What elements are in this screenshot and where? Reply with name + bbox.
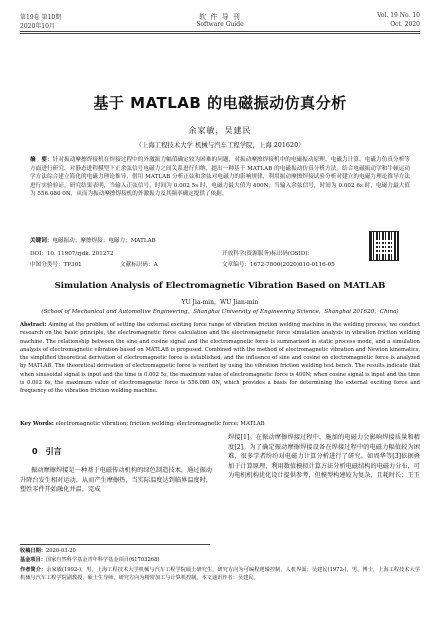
authors-en: YU Jia-min，WU Jian-min <box>181 299 259 306</box>
footnote-received <box>20 548 420 556</box>
header-rule-2 <box>20 33 420 34</box>
abstract-cn <box>30 156 410 199</box>
footnote-fund <box>20 557 420 565</box>
fund-text: 国家自然科学基金青年科学基金项目(61703268) <box>45 557 160 563</box>
article-number: 文章编号：1672-7800(2020)010-0116-05 <box>222 262 335 268</box>
intro-left-column: 振动摩擦焊接是一种基于电磁传动机构的绿色制造技术，通过振动升降台发生相对运动，从而产生摩擦热，当实际温度达到临界温度时，塑性零件开始融化并温，完成 <box>20 467 212 494</box>
affiliation-en: (School of Mechanical and Automotive Engineering，Shanghai University of Engineering Science，Shanghai 201620，China) <box>41 309 399 315</box>
volume-issue-en: Vol. 19 No. 10 <box>377 12 420 19</box>
osid-qr-code <box>369 231 399 261</box>
journal-name-en: Software Guide <box>196 21 244 28</box>
fund-label: 基金项目： <box>20 557 46 563</box>
affiliation-cn: （上海工程技术大学 机械与汽车工程学院，上海 201620） <box>135 141 305 149</box>
intro-right-column: 焊接[1]。在振动摩擦焊接过程中，施加的电磁力会影响焊接质量和精度[2]。为了确定振动摩擦焊接设备在焊接过程中的电磁力幅值较为困难，很多学者纷纷对电磁力计算分析进行了研究。如周华等[3]依据叠加于计算原理，利用数值模拟计算方法分析电磁结构的电磁力分布，可为电机机构优化设计提供参考，但模型构建较为复杂，且耗时长；王玉 <box>228 434 420 480</box>
received-date: 2020-03-20 <box>45 548 76 554</box>
abstract-cn-label: 摘 要： <box>30 157 53 163</box>
clc-number: 中图分类号：TP301 <box>30 262 82 268</box>
footnote-rule <box>20 544 210 545</box>
keywords-en-text: electromagnetic vibration; friction welding; electromagnetic force; MATLAB <box>55 421 265 427</box>
abstract-cn-text: 针对振动摩擦焊接机在焊接过程中的外激振力幅值确定较为困难的问题，对振动摩擦焊接机中的电磁振动原理、电磁力计算、电磁力仿真分析等方面进行研究，对静态进程模型下正余弦信号电磁力之间关系进行归纳，提出一种基于 MATLAB 的电磁振动仿真分析方法。结合电磁振动学和牛顿运动学方法综合建立简化的电磁力理论推导，借用 MATLAB 分析正弦和余弦对电磁力的影响规律，利用振动摩擦焊接试验分析对建立的电磁力理论推导方法进行实验验证。研究结果表明，当输入正弦信号，时间为 0.002 5s 时，电磁力最大值为 400N；当输入余弦信号，时间为 0.002 6s 时，电磁力最大值为 556.080 0N，从而为振动摩擦焊接机的外激振力及其频率确定提供了依据。 <box>30 157 410 198</box>
keywords-en <box>20 420 420 429</box>
authors-cn: 余家敏，吴建民 <box>188 126 252 135</box>
publication-date-en: Oct. 2020 <box>390 21 420 28</box>
abstract-en <box>20 321 420 396</box>
doi: DOI：10. 11907/rjdk. 201272 <box>30 251 114 257</box>
abstract-en-label: Abstract: <box>20 322 47 328</box>
document-code: 文献标识码：A <box>120 262 158 268</box>
keywords-cn <box>30 237 360 246</box>
volume-issue: 第19卷 第10期 <box>20 14 62 21</box>
keywords-cn-label: 关键词： <box>30 238 53 244</box>
publication-date: 2020年10月 <box>20 23 55 30</box>
section-heading: 0 引言 <box>32 447 62 456</box>
keywords-cn-text: 电磁振动；摩擦焊接；电磁力；MATLAB <box>52 238 156 244</box>
paper-title-cn: 基于 MATLAB 的电磁振动仿真分析 <box>93 94 347 112</box>
journal-name-cn: 软 件 导 刊 <box>199 13 241 21</box>
osid-label: 开放科学(资源服务)标识码(OSID)： <box>222 251 313 257</box>
abstract-en-text: Aiming at the problem of setting the external exciting force range of vibration friction welding machine in the welding process, we conduct research on the basic principle, the electromagnetic force calculation and the electromagnetic force simulation analysis in vibration friction welding machine. The relationship between the sine and cosine signal and the electromagnetic force is summarized in static process mode, and a simulation analysis of electromagnetic vibration based on MATLAB is proposed. Combined with the method of electromagnetic vibration and Newton kinematics, the simplified theoretical derivation of electromagnetic force is established, and the influence of sine and cosine on electromagnetic force is analyzed by MATLAB. The theoretical derivation of electromagnetic force is verified by using the vibration friction welding test bench. The results indicate that when sinusoidal signal is input and the time is 0.002 5s, the maximum value of electromagnetic force is 400N; when cosine signal is input and the time is 0.002 6s, the maximum value of electromagnetic force is 556.080 0N, which provides a basis for determining the external exciting force and frequency of the vibration friction welding machine. <box>20 322 420 395</box>
bio-text: 余家敏(1992-)，男，上海工程技术大学机械与汽车工程学院硕士研究生，研究方向为可编程逻辑控制、人机界面；吴建民(1972-)，男，博士，上海工程技术大学机械与汽车工程学院副教授、硕士生导师，研究方向为精密加工与计算机控制。本文通讯作者：吴建民。 <box>20 567 420 581</box>
footnote-bio <box>20 567 420 582</box>
keywords-en-label: Key Words: <box>20 421 54 427</box>
header-rule <box>20 31 420 32</box>
paper-title-en: Simulation Analysis of Electromagnetic Vibration Based on MATLAB <box>54 281 386 291</box>
bio-label: 作者简介： <box>20 567 47 573</box>
received-label: 收稿日期： <box>20 548 46 554</box>
